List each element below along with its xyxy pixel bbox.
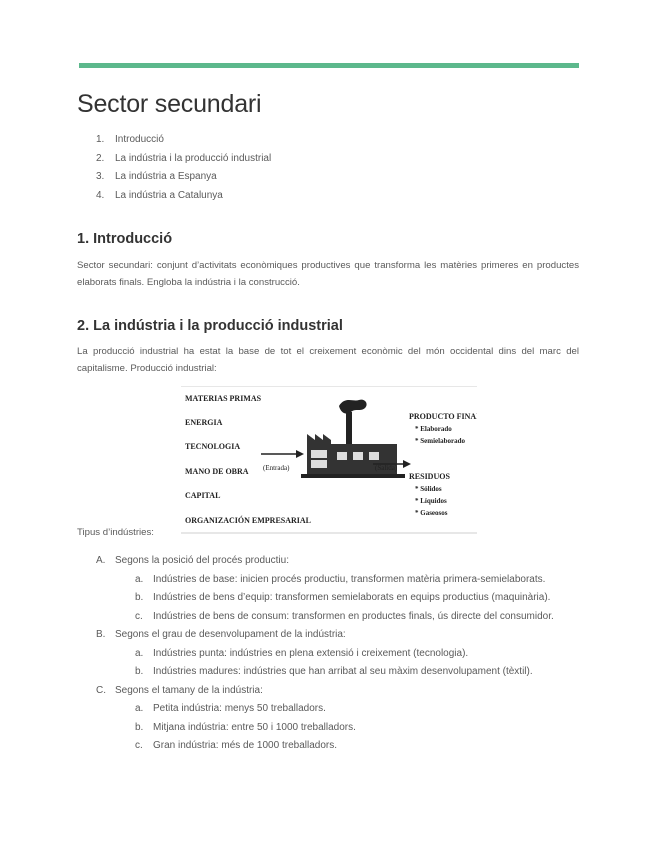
- toc-link[interactable]: La indústria a Catalunya: [115, 189, 223, 201]
- industry-types-list: [96, 552, 586, 756]
- toc-item[interactable]: 3. La indústria a Espanya: [96, 171, 217, 182]
- section-heading-introduccio: 1. Introducció: [77, 231, 173, 247]
- page-title: Sector secundari: [77, 90, 262, 118]
- list-item: b. Indústries madures: indústries que han arribat al seu màxim desenvolupament (tèxtil).: [135, 666, 533, 677]
- entrada-arrowhead: [296, 450, 304, 458]
- list-item: A. Segons la posició del procés productiu: a. Indústries de base: inicien procés productiu, transformen matèria primera-semielaborats. b. Indústries de bens d’equip: transformen semielaborats en equips productius (maquinària). c. Indústries de bens de consum: transformen en productes finals, ús directe del consumidor.: [96, 552, 586, 626]
- types-intro: Tipus d’indústries:: [77, 527, 154, 538]
- toc-item[interactable]: 4. La indústria a Catalunya: [96, 189, 223, 201]
- input-label: TECNOLOGIA: [185, 442, 241, 451]
- residue-item: * Gaseosos: [415, 509, 448, 517]
- section-heading-industria: 2. La indústria i la producció industrial: [77, 318, 343, 334]
- list-item: a. Petita indústria: menys 50 treballadors.: [135, 703, 326, 714]
- toc-link[interactable]: Introducció: [115, 134, 164, 145]
- input-label: ENERGIA: [185, 418, 223, 427]
- list-item: C. Segons el tamany de la indústria: a. Petita indústria: menys 50 treballadors. b. Mitjana indústria: entre 50 i 1000 treballadors. c. Gran indústria: més de 1000 treballadors.: [96, 682, 586, 756]
- residue-item: * Sólidos: [415, 485, 442, 493]
- input-label: ORGANIZACIÓN EMPRESARIAL: [185, 516, 312, 525]
- list-item: B. Segons el grau de desenvolupament de la indústria: a. Indústries punta: indústries en plena extensió i creixement (tecnologia). b. Indústries madures: indústries que han arribat al seu màxim desenvolupament (tèxtil).: [96, 626, 586, 682]
- toc-item[interactable]: 2. La indústria i la producció industrial: [96, 152, 272, 164]
- section-paragraph: La producció industrial ha estat la base de tot el creixement econòmic del món occidental dins del marc del capitalisme. Producció industrial:: [77, 346, 579, 374]
- toc-link[interactable]: La indústria i la producció industrial: [115, 152, 272, 164]
- residues-title: RESIDUOS: [409, 472, 450, 481]
- production-diagram: [181, 386, 477, 534]
- residue-item: * Líquidos: [415, 497, 447, 505]
- table-of-contents: [96, 131, 271, 205]
- list-item: b. Indústries de bens d’equip: transformen semielaborats en equips productius (maquinària).: [135, 592, 551, 603]
- list-item: a. Indústries de base: inicien procés productiu, transformen matèria primera-semielaborats.: [135, 573, 546, 585]
- input-label: CAPITAL: [185, 491, 221, 500]
- section-paragraph: Sector secundari: conjunt d’activitats econòmiques productives que transforma les matèries primeres en productes elaborats finals. Engloba la indústria i la construcció.: [77, 260, 579, 288]
- product-item: * Semielaborado: [415, 437, 465, 445]
- product-title: PRODUCTO FINAL: [409, 412, 477, 421]
- list-item: a. Indústries punta: indústries en plena extensió i creixement (tecnologia).: [135, 647, 469, 659]
- toc-item[interactable]: 1. Introducció: [96, 134, 164, 145]
- list-item: b. Mitjana indústria: entre 50 i 1000 treballadors.: [135, 721, 356, 733]
- list-item: c. Indústries de bens de consum: transformen en productes finals, ús directe del consumidor.: [135, 610, 554, 622]
- top-accent-rule: [79, 63, 579, 68]
- list-item: c. Gran indústria: més de 1000 treballadors.: [135, 740, 337, 751]
- entrada-label: (Entrada): [263, 464, 290, 472]
- input-label: MANO DE OBRA: [185, 467, 249, 476]
- salida-label: (Salida): [375, 464, 398, 472]
- product-item: * Elaborado: [415, 425, 452, 433]
- salida-arrowhead: [403, 460, 411, 468]
- production-diagram-svg: [181, 386, 477, 534]
- input-label: MATERIAS PRIMAS: [185, 394, 262, 403]
- toc-link[interactable]: La indústria a Espanya: [115, 171, 217, 182]
